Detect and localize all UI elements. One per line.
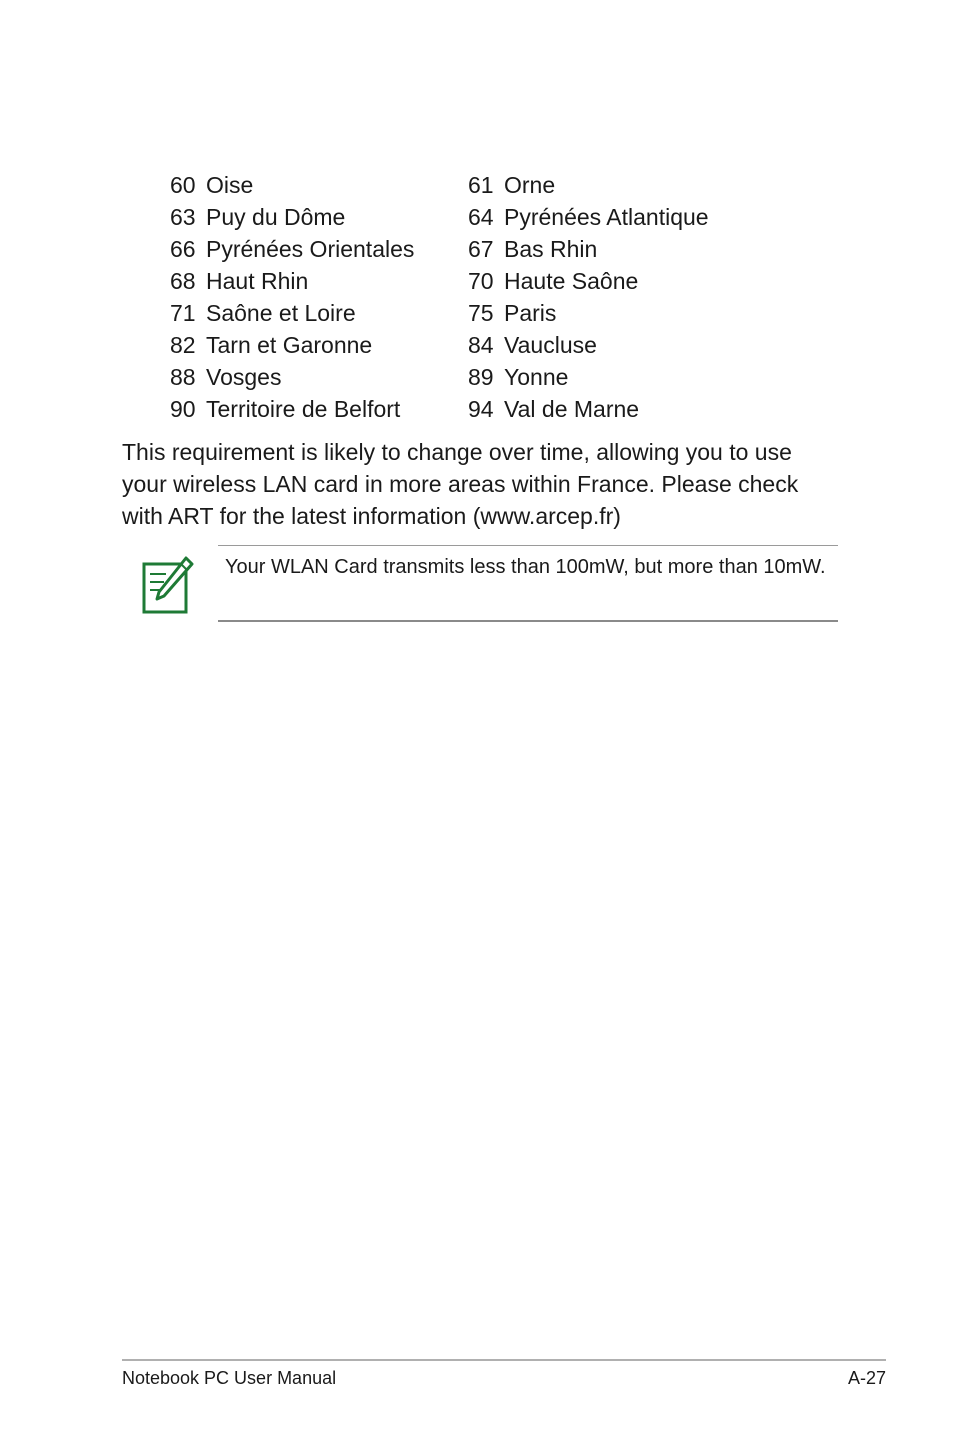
department-name: Pyrénées Atlantique [504, 204, 709, 231]
department-name: Haut Rhin [206, 268, 309, 295]
note-bottom-divider [218, 620, 838, 622]
department-row [170, 393, 730, 425]
department-row [170, 298, 730, 330]
department-entry [170, 236, 468, 263]
department-name: Vaucluse [504, 331, 597, 358]
body-paragraph: This requirement is likely to change over time, allowing you to use your wireless LAN card in more areas within France. Please check with ART for the latest information (www.arcep.fr) [122, 439, 799, 529]
department-row [170, 202, 730, 234]
department-name: Vosges [206, 363, 282, 390]
department-entry [468, 364, 568, 391]
department-number: 64 [468, 204, 494, 231]
department-entry [170, 268, 468, 295]
department-row [170, 266, 730, 298]
note-pencil-icon [140, 556, 196, 618]
department-entry [170, 300, 468, 327]
department-number: 82 [170, 331, 196, 358]
department-number: 66 [170, 236, 196, 263]
department-number: 84 [468, 331, 494, 358]
department-entry [468, 332, 597, 359]
department-name: Tarn et Garonne [206, 331, 373, 358]
department-name: Yonne [504, 363, 569, 390]
footer-title: Notebook PC User Manual [122, 1368, 337, 1388]
department-number: 70 [468, 268, 494, 295]
department-entry [468, 396, 639, 423]
department-entry [170, 396, 468, 423]
note-text: Your WLAN Card transmits less than 100mW, but more than 10mW. [225, 556, 826, 578]
department-number: 94 [468, 395, 494, 422]
department-entry [170, 332, 468, 359]
department-number: 88 [170, 363, 196, 390]
department-name: Haute Saône [504, 268, 639, 295]
department-number: 90 [170, 395, 196, 422]
department-name: Bas Rhin [504, 236, 598, 263]
department-row [170, 234, 730, 266]
department-number: 75 [468, 300, 494, 326]
department-name: Orne [504, 172, 556, 199]
department-entry [170, 364, 468, 391]
department-name: Paris [504, 300, 557, 326]
department-name: Territoire de Belfort [206, 395, 401, 422]
note-top-divider [218, 545, 838, 546]
department-number: 61 [468, 172, 494, 199]
department-number: 67 [468, 236, 494, 263]
department-number: 89 [468, 363, 494, 390]
department-entry [468, 268, 638, 295]
department-list [170, 170, 730, 425]
department-entry [468, 300, 556, 327]
department-number: 63 [170, 204, 196, 231]
department-name: Saône et Loire [206, 300, 356, 326]
department-entry [170, 172, 468, 199]
footer-divider [122, 1359, 886, 1361]
department-name: Oise [206, 172, 254, 199]
department-entry [468, 204, 709, 231]
department-number: 68 [170, 268, 196, 295]
department-row [170, 329, 730, 361]
department-name: Pyrénées Orientales [206, 236, 415, 263]
department-name: Val de Marne [504, 395, 640, 422]
department-number: 60 [170, 172, 196, 199]
department-row [170, 170, 730, 202]
department-row [170, 361, 730, 393]
department-number: 71 [170, 300, 196, 326]
department-entry [170, 204, 468, 231]
department-entry [468, 172, 555, 199]
department-name: Puy du Dôme [206, 204, 346, 231]
department-entry [468, 236, 597, 263]
page-number: A-27 [847, 1368, 886, 1388]
